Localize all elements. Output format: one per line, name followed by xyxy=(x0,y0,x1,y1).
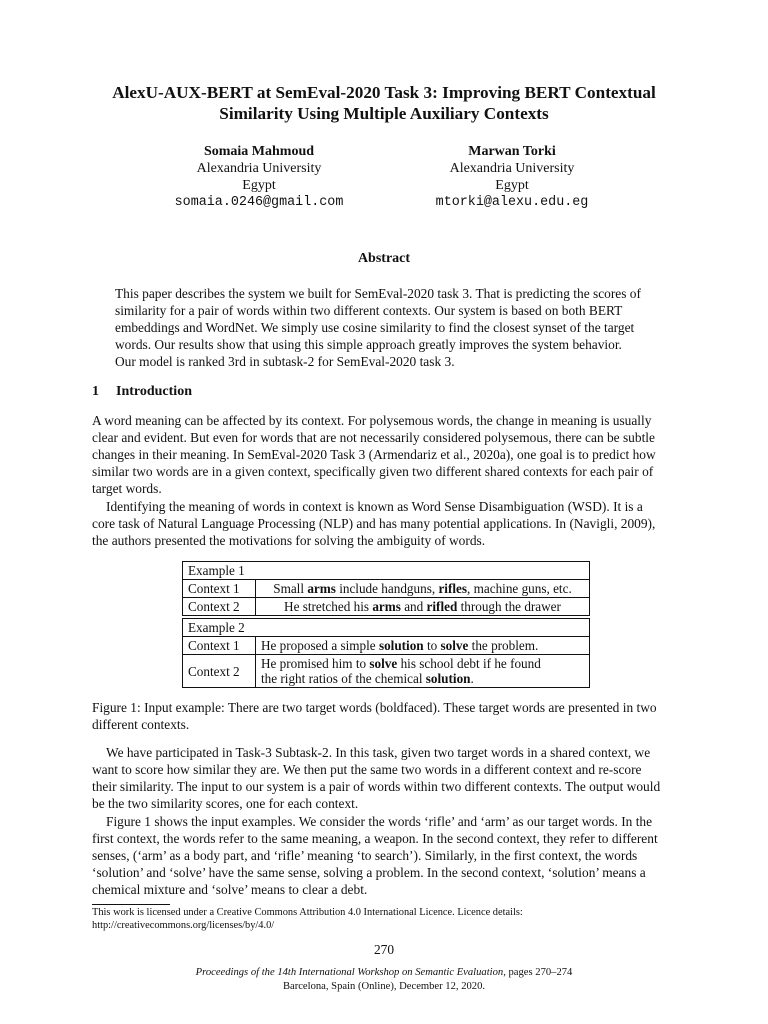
proceedings-location: Barcelona, Spain (Online), December 12, 2020. xyxy=(282,981,486,992)
author-email: mtorki@alexu.edu.eg xyxy=(435,195,589,210)
paragraph-line: clear and evident. But even for words that are not necessarily considered polysemous, there can be subtle xyxy=(92,430,655,446)
abstract-line: This paper describes the system we built for SemEval-2020 task 3. That is predicting the scores of xyxy=(115,286,641,301)
paragraph-line: first context, the words refer to the same meaning, a weapon. In the second context, they refer to different xyxy=(92,831,658,847)
author-name: Marwan Torki xyxy=(468,144,556,159)
abstract-line: words. Our results show that using this simple approach greatly improves the system behavior. xyxy=(115,337,622,353)
context-sentence: Small arms include handguns, rifles, machine guns, etc. xyxy=(256,580,590,598)
paragraph-line: ‘solution’ and ‘solve’ have the same sense, solving a problem. In the second context, ‘solution’ means a xyxy=(92,865,646,881)
example-table xyxy=(182,561,590,688)
footnote-line: This work is licensed under a Creative Commons Attribution 4.0 International Licence. Licence details: xyxy=(92,907,523,918)
context-label: Context 2 xyxy=(183,655,256,688)
paragraph-line: the authors presented the motivations for solving the ambiguity of words. xyxy=(92,533,486,549)
paragraph-line: be the two similarity scores, one for each context. xyxy=(92,796,359,812)
example-label: Example 1 xyxy=(183,562,590,580)
intro-paragraph-1 xyxy=(92,412,678,497)
paragraph-line: core task of Natural Language Processing (NLP) and has many potential applications. In (Navigli, 2009), xyxy=(92,516,656,532)
proceedings-venue: Proceedings of the 14th International Workshop on Semantic Evaluation xyxy=(195,967,504,978)
page-number: 270 xyxy=(373,942,395,957)
license-footnote xyxy=(92,907,523,932)
context-label: Context 2 xyxy=(183,598,256,616)
abstract-line: embeddings and WordNet. We simply use cosine similarity to find the closest synset of the target xyxy=(115,320,635,336)
context-sentence: He stretched his arms and rifled through the drawer xyxy=(256,598,590,616)
paragraph-line: chemical mixture and ‘solve’ means to clear a debt. xyxy=(92,882,368,898)
paragraph-4 xyxy=(92,813,678,898)
paragraph-3 xyxy=(92,744,678,812)
author-affiliation: Alexandria University xyxy=(196,161,322,176)
section-heading-introduction xyxy=(92,384,192,400)
abstract-heading: Abstract xyxy=(357,251,411,266)
proceedings-pages: , pages 270–274 xyxy=(503,967,573,978)
paragraph-line: Identifying the meaning of words in context is known as Word Sense Disambiguation (WSD). It is a xyxy=(106,499,643,514)
paragraph-line: We have participated in Task-3 Subtask-2. In this task, given two target words in a shared context, we xyxy=(106,745,651,760)
title-line-1: AlexU-AUX-BERT at SemEval-2020 Task 3: Improving BERT Contextual xyxy=(112,83,656,102)
paragraph-line: senses, (‘arm’ as a body part, and ‘rifle’ meaning ‘to search’). Similarly, in the first context, the words xyxy=(92,848,638,864)
context-label: Context 1 xyxy=(183,580,256,598)
title-line-2: Similarity Using Multiple Auxiliary Contexts xyxy=(219,104,549,123)
caption-line: different contexts. xyxy=(92,717,190,733)
footnote-url[interactable]: http://creativecommons.org/licenses/by/4.0/ xyxy=(92,919,275,931)
author-email: somaia.0246@gmail.com xyxy=(174,195,344,210)
section-number: 1 xyxy=(92,384,99,399)
author-block-2 xyxy=(382,143,642,211)
author-affiliation: Alexandria University xyxy=(449,161,575,176)
intro-paragraph-2 xyxy=(92,498,678,549)
context-sentence: He promised him to solve his school debt if he found the right ratios of the chemical solution. xyxy=(256,655,590,688)
section-title: Introduction xyxy=(116,384,192,399)
example-label: Example 2 xyxy=(183,619,590,637)
context-label: Context 1 xyxy=(183,637,256,655)
paragraph-line: their similarity. The input to our system is a pair of words within two different contexts. The output would xyxy=(92,779,661,795)
abstract-line: similarity for a pair of words within two different contexts. Our system is based on both BERT xyxy=(115,303,623,319)
paragraph-line: similar two words are in a given context, specifically given two different shared contexts for each pair of xyxy=(92,464,654,480)
paragraph-line: Figure 1 shows the input examples. We consider the words ‘rifle’ and ‘arm’ as our target words. In the xyxy=(106,814,653,829)
context-sentence: He proposed a simple solution to solve the problem. xyxy=(256,637,590,655)
paper-title xyxy=(60,82,708,124)
paragraph-line: changes in their meaning. In SemEval-2020 Task 3 (Armendariz et al., 2020a), one goal is to predict how xyxy=(92,447,656,463)
proceedings-footer xyxy=(0,966,768,994)
abstract-body xyxy=(115,285,657,370)
paragraph-line: A word meaning can be affected by its context. For polysemous words, the change in meaning is usually xyxy=(92,413,652,428)
footnote-rule xyxy=(92,904,170,905)
figure-caption xyxy=(92,699,678,733)
author-block-1 xyxy=(129,143,389,211)
paragraph-line: want to score how similar they are. We then put the same two words in a different context and re-score xyxy=(92,762,642,778)
author-country: Egypt xyxy=(242,178,276,193)
author-name: Somaia Mahmoud xyxy=(203,144,315,159)
abstract-line: Our model is ranked 3rd in subtask-2 for SemEval-2020 task 3. xyxy=(115,354,455,370)
caption-line: Figure 1: Input example: There are two target words (boldfaced). These target words are presented in two xyxy=(92,700,657,715)
author-country: Egypt xyxy=(495,178,529,193)
paragraph-line: target words. xyxy=(92,481,162,497)
